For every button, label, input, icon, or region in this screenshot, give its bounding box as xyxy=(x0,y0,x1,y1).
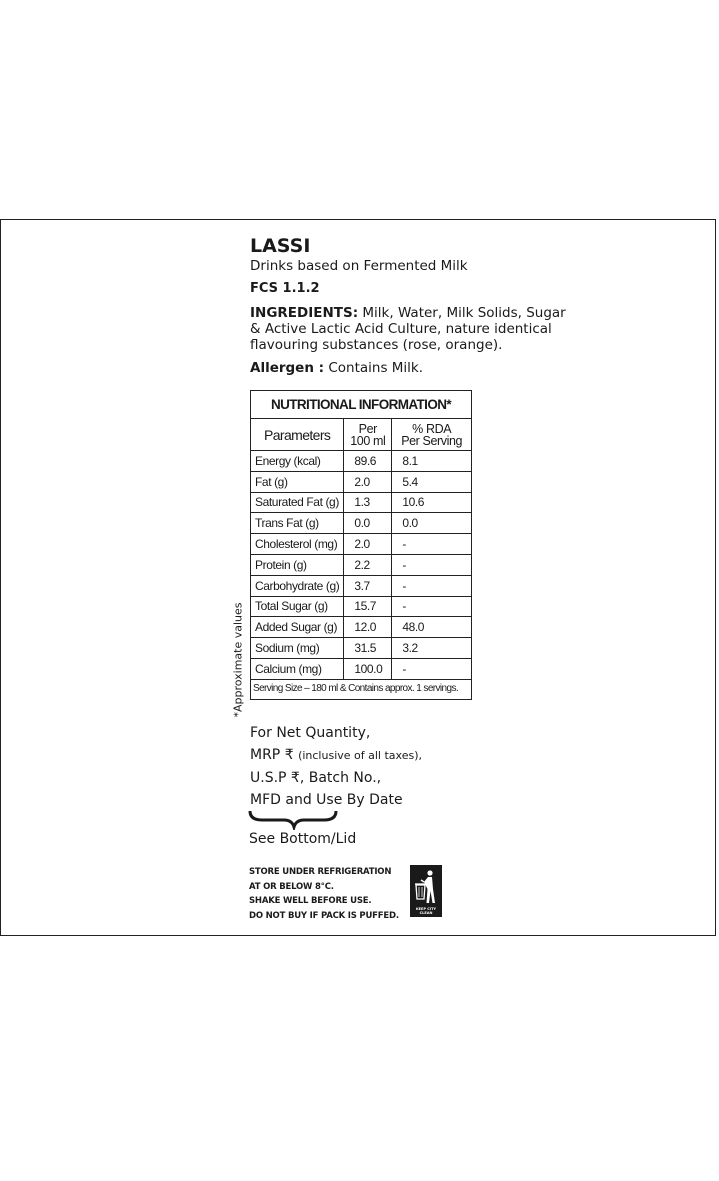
ingredients-label: INGREDIENTS: xyxy=(250,305,359,321)
nutrition-rows xyxy=(251,451,472,680)
storage-line-2: AT OR BELOW 8°C. xyxy=(249,881,334,892)
net-line-2 xyxy=(250,744,422,767)
storage-line-3: SHAKE WELL BEFORE USE. xyxy=(249,896,372,906)
rda-value: - xyxy=(392,534,472,555)
per-100ml-value: 1.3 xyxy=(344,492,392,513)
allergen xyxy=(250,360,570,376)
approx-values-text: *Approximate values xyxy=(231,602,245,718)
rda-value: - xyxy=(392,596,472,617)
net-line-1: For Net Quantity, xyxy=(250,725,371,741)
nutrient-name: Cholesterol (mg) xyxy=(251,534,344,555)
rda-value: 8.1 xyxy=(392,451,472,472)
nutrient-name: Energy (kcal) xyxy=(251,451,344,472)
col-per-line1: Per xyxy=(358,421,377,436)
col-rda-line2: Per Serving xyxy=(401,433,463,448)
col-parameters: Parameters xyxy=(251,419,344,451)
nutrition-heading: NUTRITIONAL INFORMATION* xyxy=(251,391,472,419)
mrp-text: MRP ₹ xyxy=(250,747,299,763)
ingredients-text: Milk, Water, Milk Solids, Sugar & Active Lactic Acid Culture, nature identical flavouring substances (rose, orange). xyxy=(250,305,566,353)
nutrition-row xyxy=(251,638,472,659)
serving-size-note: Serving Size – 180 ml & Contains approx. 1 servings. xyxy=(251,679,472,699)
per-100ml-value: 12.0 xyxy=(344,617,392,638)
dustbin-icon xyxy=(410,865,442,917)
col-rda xyxy=(392,419,472,451)
nutrition-row xyxy=(251,492,472,513)
logo-caption: KEEP CITY CLEAN xyxy=(415,907,437,915)
per-100ml-value: 15.7 xyxy=(344,596,392,617)
mrp-note: (inclusive of all taxes), xyxy=(298,749,422,762)
per-100ml-value: 89.6 xyxy=(344,451,392,472)
storage-line-4: DO NOT BUY IF PACK IS PUFFED. xyxy=(249,910,399,921)
net-line-4: MFD and Use By Date xyxy=(250,792,403,808)
product-description: Drinks based on Fermented Milk xyxy=(250,258,468,274)
nutrition-row xyxy=(251,658,472,679)
curly-brace-icon xyxy=(248,808,338,830)
per-100ml-value: 0.0 xyxy=(344,513,392,534)
rda-value: 3.2 xyxy=(392,638,472,659)
rda-value: 48.0 xyxy=(392,617,472,638)
allergen-text: Contains Milk. xyxy=(324,360,424,376)
col-rda-line1: % RDA xyxy=(412,421,452,436)
col-per-line2: 100 ml xyxy=(350,433,386,448)
product-info xyxy=(250,234,570,376)
nutrition-row xyxy=(251,596,472,617)
rda-value: 5.4 xyxy=(392,471,472,492)
rda-value: - xyxy=(392,575,472,596)
ingredients xyxy=(250,305,568,353)
net-line-3: U.S.P ₹, Batch No., xyxy=(250,770,382,786)
nutrition-row xyxy=(251,471,472,492)
nutrient-name: Sodium (mg) xyxy=(251,638,344,659)
allergen-label: Allergen : xyxy=(250,360,325,376)
nutrient-name: Trans Fat (g) xyxy=(251,513,344,534)
rda-value: 10.6 xyxy=(392,492,472,513)
nutrient-name: Calcium (mg) xyxy=(251,658,344,679)
nutrition-row xyxy=(251,534,472,555)
nutrition-row xyxy=(251,617,472,638)
per-100ml-value: 3.7 xyxy=(344,575,392,596)
nutrition-table xyxy=(250,390,472,700)
rda-value: - xyxy=(392,554,472,575)
per-100ml-value: 2.0 xyxy=(344,471,392,492)
nutrient-name: Total Sugar (g) xyxy=(251,596,344,617)
nutrition-row xyxy=(251,451,472,472)
per-100ml-value: 2.0 xyxy=(344,534,392,555)
nutrient-name: Fat (g) xyxy=(251,471,344,492)
fcs-code: FCS 1.1.2 xyxy=(250,281,320,296)
col-per-100ml xyxy=(344,419,392,451)
nutrition-row xyxy=(251,575,472,596)
nutrient-name: Added Sugar (g) xyxy=(251,617,344,638)
nutrient-name: Protein (g) xyxy=(251,554,344,575)
storage-line-1: STORE UNDER REFRIGERATION xyxy=(249,867,392,877)
net-quantity-info xyxy=(250,722,422,811)
nutrition-row xyxy=(251,554,472,575)
product-title: LASSI xyxy=(250,235,311,257)
per-100ml-value: 31.5 xyxy=(344,638,392,659)
nutrient-name: Carbohydrate (g) xyxy=(251,575,344,596)
per-100ml-value: 100.0 xyxy=(344,658,392,679)
rda-value: - xyxy=(392,658,472,679)
approx-values-note xyxy=(228,604,248,716)
nutrient-name: Saturated Fat (g) xyxy=(251,492,344,513)
nutrition-row xyxy=(251,513,472,534)
per-100ml-value: 2.2 xyxy=(344,554,392,575)
rda-value: 0.0 xyxy=(392,513,472,534)
see-bottom-lid: See Bottom/Lid xyxy=(249,831,357,847)
storage-instructions xyxy=(249,865,399,923)
